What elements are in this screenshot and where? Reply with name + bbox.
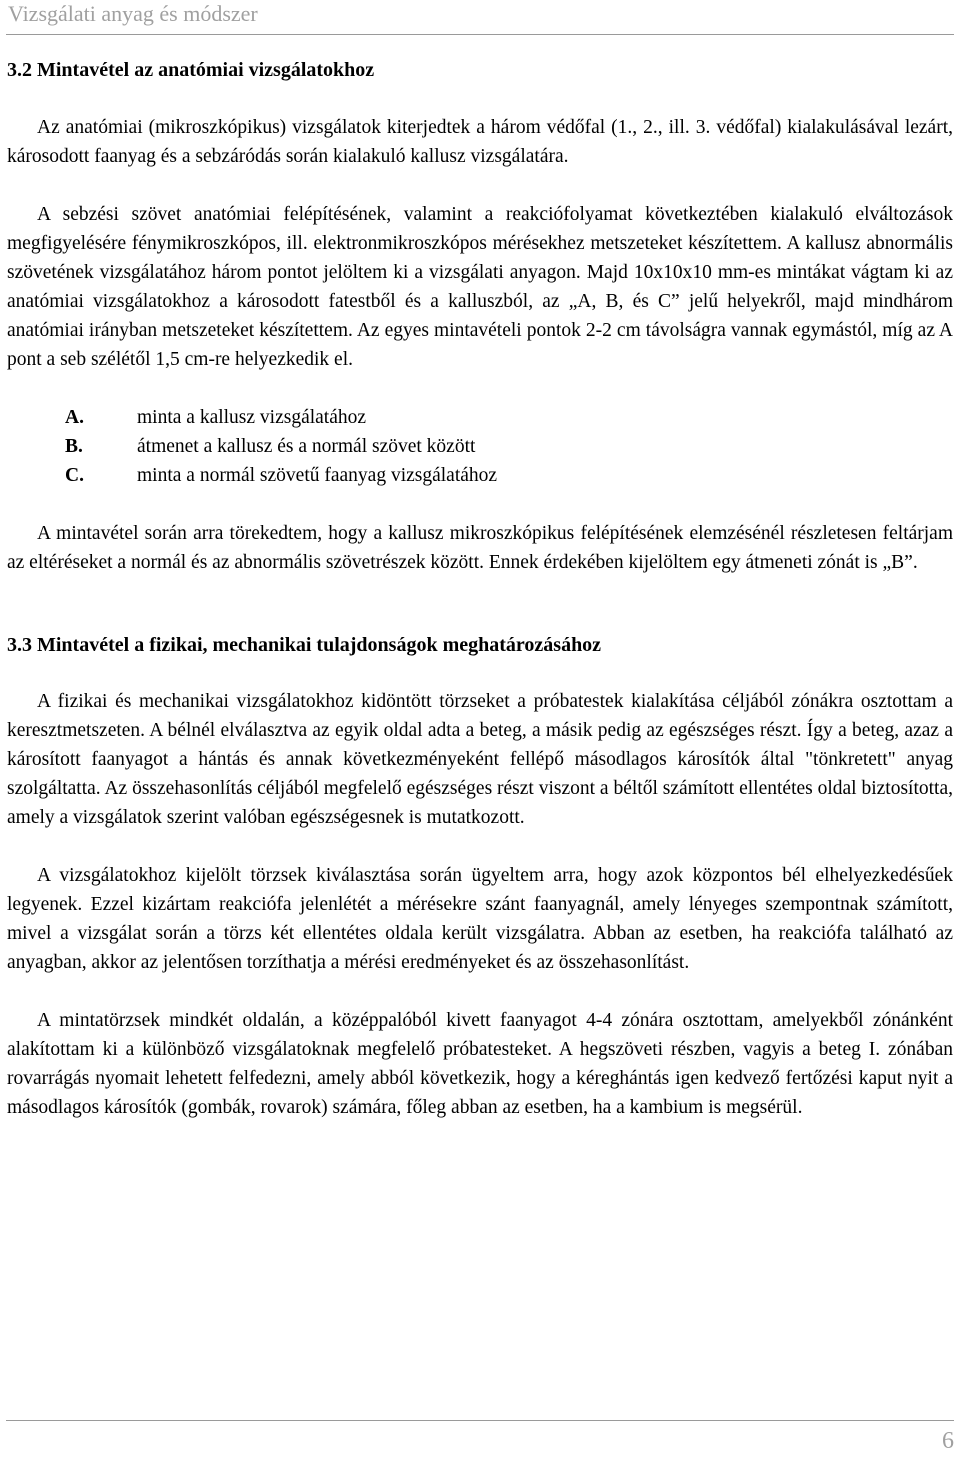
section-3-3-paragraph-1: A fizikai és mechanikai vizsgálatokhoz kidöntött törzseket a próbatestek kialakítása céljából zónákra osztottam a keresztmetszeten. A bélnél elválasztva az egyik oldal adta a beteg, a másik pedig az egészséges részt. Így a beteg, azaz a károsított faanyagot a hántás és annak következményeként fellépő másodlagos károsítók által "tönkretett" anyag szolgáltatta. Az összehasonlítás céljából megfelelő egészséges részt viszont a béltől számított ellentétes oldal biztosította, amely a vizsgálatok szerint valóban egészségesnek is mutatkozott. (7, 691, 953, 828)
list-item (7, 403, 953, 432)
section-3-3-paragraph-3: A mintatörzsek mindkét oldalán, a középpalóból kivett faanyagot 4-4 zónára osztottam, amelyekből zónánként alakítottam ki a különböző vizsgálatoknak megfelelő próbatesteket. A hegszöveti részben, vagyis a beteg I. zónában rovarrágás nyomait lehetett felfedezni, amely abból következik, hogy a kéreghántás igen kedvező fertőzési kaput nyit a másodlagos károsítók (gombák, rovarok) számára, főleg abban az esetben, ha a kambium is megsérül. (7, 1010, 953, 1118)
page-number: 6 (942, 1428, 954, 1454)
list-item (7, 461, 953, 490)
section-3-2-heading: 3.2 Mintavétel az anatómiai vizsgálatokhoz (7, 59, 375, 81)
section-3-2-paragraph-3: A mintavétel során arra törekedtem, hogy a kallusz mikroszkópikus felépítésének elemzésénél részletesen feltárjam az eltéréseket a normál és az abnormális szövetrészek között. Ennek érdekében kijelöltem egy átmeneti zónát is „B”. (7, 523, 953, 573)
page-content (7, 56, 953, 1122)
list-text: minta a normál szövetű faanyag vizsgálatához (137, 465, 498, 486)
section-3-2-paragraph-1: Az anatómiai (mikroszkópikus) vizsgálatok kiterjedtek a három védőfal (1., 2., ill. 3. védőfal) kialakulásával lezárt, károsodott faanyag és a sebzáródás során kialakuló kallusz vizsgálatára. (7, 117, 953, 167)
list-text: minta a kallusz vizsgálatához (137, 407, 367, 428)
section-3-3-paragraph-2: A vizsgálatokhoz kijelölt törzsek kiválasztása során ügyeltem arra, hogy azok központos bél elhelyezkedésűek legyenek. Ezzel kizártam reakciófa jelenlétét a mérésekre szánt faanyagnál, amely lényeges szempontnak számított, mivel a vizsgálat során a törzs két ellentétes oldala került vizsgálatra. Abban az esetben, ha reakciófa található az anyagban, akkor az jelentősen torzíthatja a mérési eredményeket és az összehasonlítást. (7, 865, 953, 973)
list-marker: C. (65, 465, 84, 486)
list-marker: B. (65, 436, 83, 457)
sample-point-list (7, 403, 953, 490)
list-text: átmenet a kallusz és a normál szövet között (137, 436, 476, 457)
footer-rule (6, 1420, 954, 1421)
section-3-2-paragraph-2: A sebzési szövet anatómiai felépítésének, valamint a reakciófolyamat következtében kialakuló elváltozások megfigyelésére fénymikroszkópos, ill. elektronmikroszkópos mérésekhez metszeteket készítettem. A kallusz abnormális szövetének vizsgálatához három pontot jelöltem ki a vizsgálati anyagon. Majd 10x10x10 mm-es mintákat vágtam ki az anatómiai vizsgálatokhoz a károsodott fatestből és a kalluszból, az „A, B, és C” jelű helyekről, majd mindhárom anatómiai irányban metszeteket készítettem. Az egyes mintavételi pontok 2-2 cm távolságra vannak egymástól, míg az A pont a seb szélétől 1,5 cm-re helyezkedik el. (7, 204, 953, 370)
running-head: Vizsgálati anyag és módszer (8, 1, 258, 26)
header-rule (6, 34, 954, 35)
list-item (7, 432, 953, 461)
list-marker: A. (65, 407, 84, 428)
section-3-3-heading: 3.3 Mintavétel a fizikai, mechanikai tulajdonságok meghatározásához (7, 634, 602, 656)
